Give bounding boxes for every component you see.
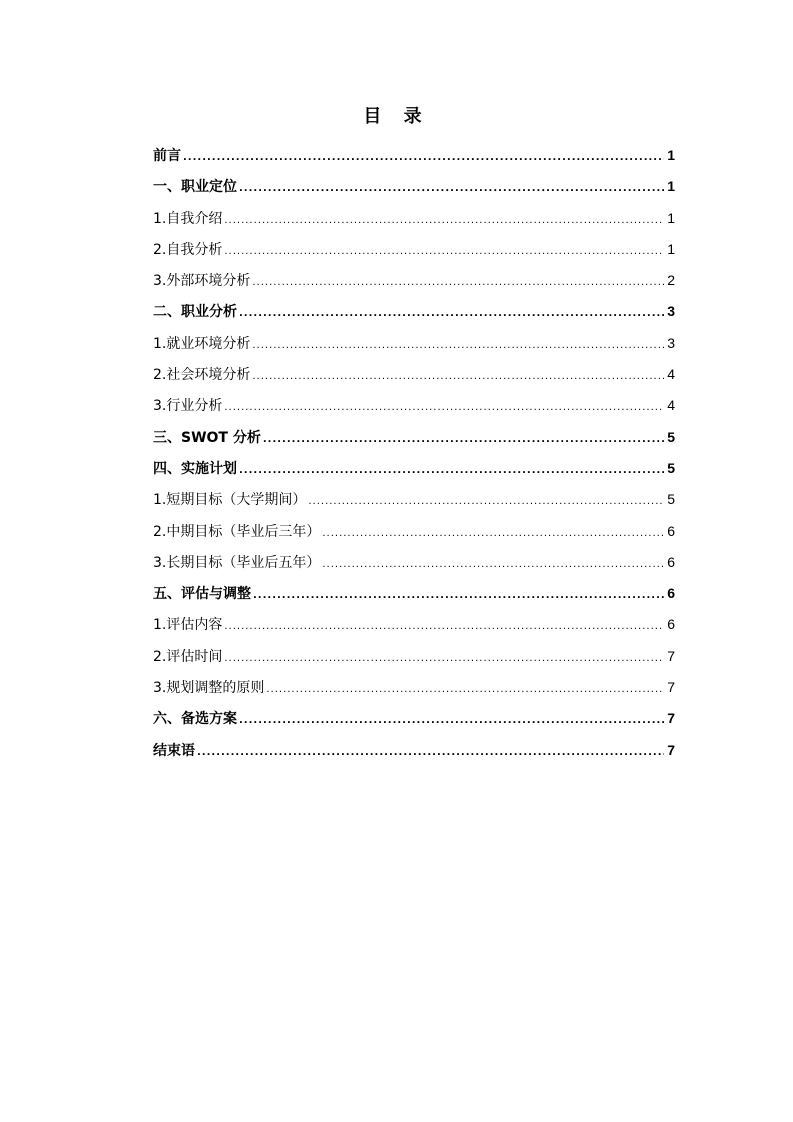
toc-entry-label: 1.就业环境分析 — [153, 335, 251, 352]
toc-entry[interactable] — [153, 737, 675, 768]
toc-dot-leader — [263, 427, 664, 453]
toc-entry-page-number: 6 — [667, 616, 675, 633]
toc-entry[interactable] — [153, 142, 675, 173]
toc-dot-leader — [252, 333, 664, 359]
toc-entry-label: 四、实施计划 — [153, 460, 237, 477]
toc-entry[interactable] — [153, 705, 675, 736]
toc-entry-label: 3.长期目标（毕业后五年） — [153, 554, 321, 571]
toc-entry-page-number: 2 — [667, 272, 675, 289]
toc-entry-page-number: 7 — [667, 679, 675, 696]
toc-entry[interactable] — [153, 267, 675, 298]
toc-entry-page-number: 4 — [667, 366, 675, 383]
toc-dot-leader — [239, 301, 664, 327]
toc-entry-label: 3.外部环境分析 — [153, 273, 251, 290]
toc-entry-label: 1.短期目标（大学期间） — [153, 492, 307, 509]
toc-entry-label: 1.评估内容 — [153, 617, 223, 634]
toc-entry-page-number: 6 — [667, 553, 675, 570]
toc-entry[interactable] — [153, 674, 675, 705]
toc-entry[interactable] — [153, 455, 675, 486]
toc-entry[interactable] — [153, 518, 675, 549]
toc-dot-leader — [239, 708, 664, 734]
toc-entry-label: 3.行业分析 — [153, 398, 223, 415]
toc-entry-label: 二、职业分析 — [153, 304, 237, 321]
toc-entry-page-number: 3 — [667, 303, 675, 320]
toc-entry-page-number: 7 — [667, 710, 675, 727]
toc-entry-page-number: 5 — [667, 459, 675, 476]
toc-entry-page-number: 1 — [667, 178, 675, 195]
toc-entry-label: 1.自我介绍 — [153, 210, 223, 227]
toc-entry-page-number: 5 — [667, 491, 675, 508]
toc-entry[interactable] — [153, 549, 675, 580]
toc-dot-leader — [252, 364, 664, 390]
toc-dot-leader — [183, 145, 664, 171]
toc-entry[interactable] — [153, 424, 675, 455]
toc-entry-label: 2.社会环境分析 — [153, 367, 251, 384]
toc-entry-page-number: 4 — [667, 397, 675, 414]
toc-dot-leader — [224, 646, 664, 672]
toc-dot-leader — [224, 208, 664, 234]
toc-dot-leader — [322, 552, 664, 578]
toc-entry-label: 一、职业定位 — [153, 179, 237, 196]
toc-entry-page-number: 7 — [667, 647, 675, 664]
toc-entry-label: 六、备选方案 — [153, 711, 237, 728]
toc-entry-page-number: 1 — [667, 209, 675, 226]
toc-dot-leader — [322, 521, 664, 547]
toc-entry-label: 2.自我分析 — [153, 241, 223, 258]
toc-title: 目 录 — [363, 106, 430, 127]
toc-entry[interactable] — [153, 486, 675, 517]
toc-entry-page-number: 1 — [667, 240, 675, 257]
toc-entry[interactable] — [153, 330, 675, 361]
toc-dot-leader — [266, 677, 664, 703]
toc-entry-label: 结束语 — [153, 742, 195, 759]
toc-entry-page-number: 5 — [667, 428, 675, 445]
toc-entry[interactable] — [153, 611, 675, 642]
toc-entry-label: 2.评估时间 — [153, 648, 223, 665]
toc-entry-label: 前言 — [153, 148, 181, 164]
toc-dot-leader — [224, 614, 664, 640]
toc-dot-leader — [308, 489, 664, 515]
toc-entry-label: 2.中期目标（毕业后三年） — [153, 523, 321, 540]
toc-dot-leader — [239, 176, 664, 202]
toc-entry[interactable] — [153, 298, 675, 329]
toc-dot-leader — [253, 583, 664, 609]
toc-entry-label: 五、评估与调整 — [153, 586, 251, 603]
toc-list — [153, 142, 675, 768]
toc-entry-page-number: 6 — [667, 585, 675, 602]
toc-entry-page-number: 6 — [667, 522, 675, 539]
toc-entry[interactable] — [153, 236, 675, 267]
toc-dot-leader — [224, 239, 664, 265]
toc-entry[interactable] — [153, 173, 675, 204]
toc-entry-page-number: 7 — [667, 741, 675, 758]
toc-entry[interactable] — [153, 361, 675, 392]
toc-entry-page-number: 1 — [667, 147, 675, 163]
toc-entry-page-number: 3 — [667, 334, 675, 351]
toc-entry-label: 3.规划调整的原则 — [153, 680, 265, 697]
toc-dot-leader — [224, 395, 664, 421]
toc-entry-label: 三、SWOT 分析 — [153, 429, 261, 446]
toc-entry[interactable] — [153, 392, 675, 423]
toc-entry[interactable] — [153, 643, 675, 674]
toc-entry[interactable] — [153, 580, 675, 611]
toc-dot-leader — [197, 740, 664, 766]
toc-entry[interactable] — [153, 205, 675, 236]
toc-dot-leader — [252, 270, 664, 296]
toc-dot-leader — [239, 458, 664, 484]
